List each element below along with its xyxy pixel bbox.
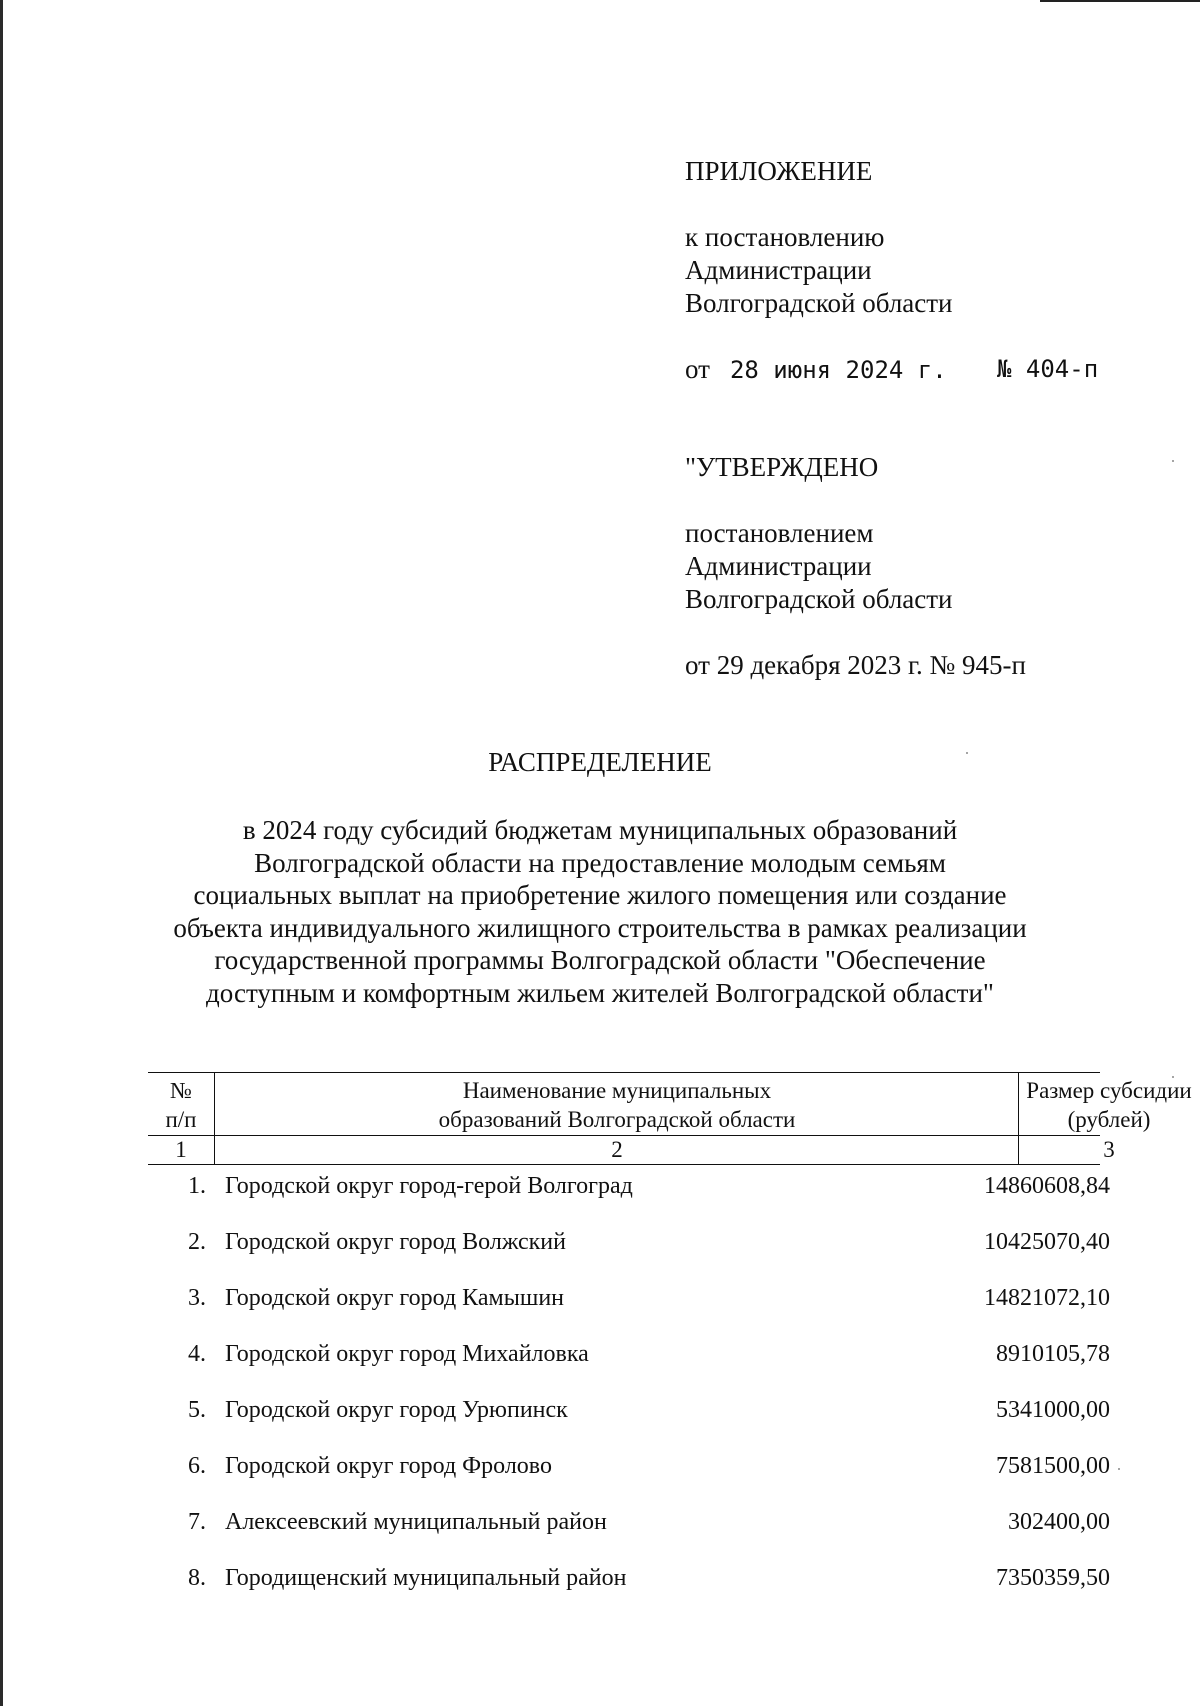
subtitle-line-3: социальных выплат на приобретение жилого помещения или создание (193, 880, 1007, 910)
distribution-table-body (148, 1162, 1110, 1610)
table-row (148, 1330, 1110, 1386)
subtitle-line-5: государственной программы Волгоградской области "Обеспечение (214, 945, 986, 975)
row-number: 6. (188, 1453, 206, 1479)
scan-top-rule (1040, 0, 1200, 2)
appendix-to-line-1: к постановлению (685, 222, 885, 252)
header-num-line-1: № (170, 1078, 192, 1103)
table-row (148, 1554, 1110, 1610)
subtitle-line-2: Волгоградской области на предоставление молодым семьям (254, 847, 946, 878)
row-amount: 14821072,10 (984, 1285, 1110, 1311)
scan-speck (1118, 1468, 1120, 1470)
table-row (148, 1498, 1110, 1554)
appendix-title: ПРИЛОЖЕНИЕ (685, 156, 873, 186)
approved-by-line-1: постановлением (685, 518, 874, 548)
row-name: Алексеевский муниципальный район (225, 1509, 607, 1535)
row-amount: 5341000,00 (996, 1397, 1110, 1423)
row-name: Городской округ город-герой Волгоград (225, 1173, 633, 1199)
appendix-date: 28 июня 2024 г. (729, 356, 947, 384)
header-name-cell (214, 1073, 1019, 1138)
row-number: 8. (188, 1565, 206, 1591)
row-name: Городской округ город Михайловка (225, 1341, 589, 1367)
row-number: 1. (188, 1173, 206, 1199)
row-name: Городской округ город Волжский (225, 1229, 566, 1255)
col-number-1: 1 (175, 1137, 187, 1162)
row-number: 5. (188, 1397, 206, 1423)
scan-speck (1172, 460, 1174, 462)
header-name-line-1: Наименование муниципальных (462, 1078, 772, 1103)
header-amount-line-1: Размер субсидии (1026, 1078, 1192, 1103)
subtitle-line-1: в 2024 году субсидий бюджетам муниципальных образований (242, 815, 958, 845)
appendix-to-line-3: Волгоградской области (685, 288, 953, 318)
approved-title: "УТВЕРЖДЕНО (685, 452, 879, 482)
header-num-line-2: п/п (165, 1107, 197, 1132)
row-name: Городской округ город Фролово (225, 1453, 552, 1479)
header-num-cell (148, 1073, 214, 1138)
subtitle-line-4: объекта индивидуального жилищного строительства в рамках реализации (173, 912, 1027, 943)
table-header-row (148, 1072, 1192, 1136)
table-row (148, 1442, 1110, 1498)
row-amount: 10425070,40 (984, 1229, 1110, 1255)
date-prefix: от (685, 354, 710, 384)
approved-date-line: от 29 декабря 2023 г. № 945-п (685, 650, 1026, 680)
appendix-to-line-2: Администрации (685, 255, 872, 285)
table-row (148, 1274, 1110, 1330)
row-name: Городской округ город Камышин (225, 1285, 564, 1311)
subtitle-line-6: доступным и комфортным жильем жителей Волгоградской области" (206, 977, 994, 1008)
document-title: РАСПРЕДЕЛЕНИЕ (488, 747, 712, 777)
col-number-2: 2 (214, 1136, 1019, 1164)
row-number: 3. (188, 1285, 206, 1311)
row-name: Городской округ город Урюпинск (225, 1397, 568, 1423)
row-amount: 7350359,50 (996, 1565, 1110, 1591)
row-amount: 14860608,84 (984, 1173, 1110, 1199)
header-name-line-2: образований Волгоградской области (438, 1107, 796, 1132)
appendix-number: № 404-п (997, 355, 1099, 383)
row-number: 4. (188, 1341, 206, 1367)
row-amount: 8910105,78 (996, 1341, 1110, 1367)
table-column-numbers-row (148, 1136, 1115, 1165)
row-number: 2. (188, 1229, 206, 1255)
row-name: Городищенский муниципальный район (225, 1565, 627, 1591)
scan-speck (1172, 1076, 1174, 1078)
distribution-table-header (148, 1072, 1192, 1165)
approved-by-line-2: Администрации (685, 551, 872, 581)
appendix-date-line (685, 352, 1105, 387)
table-row (148, 1386, 1110, 1442)
row-amount: 302400,00 (1008, 1509, 1110, 1535)
document-subtitle (0, 814, 1200, 1009)
header-amount-cell (1018, 1073, 1199, 1138)
header-amount-line-2: (рублей) (1067, 1107, 1151, 1132)
scan-speck (966, 752, 968, 754)
row-number: 7. (188, 1509, 206, 1535)
table-row (148, 1162, 1110, 1218)
row-amount: 7581500,00 (996, 1453, 1110, 1479)
approved-by-line-3: Волгоградской области (685, 584, 953, 614)
table-row (148, 1218, 1110, 1274)
col-number-3: 3 (1018, 1136, 1199, 1164)
